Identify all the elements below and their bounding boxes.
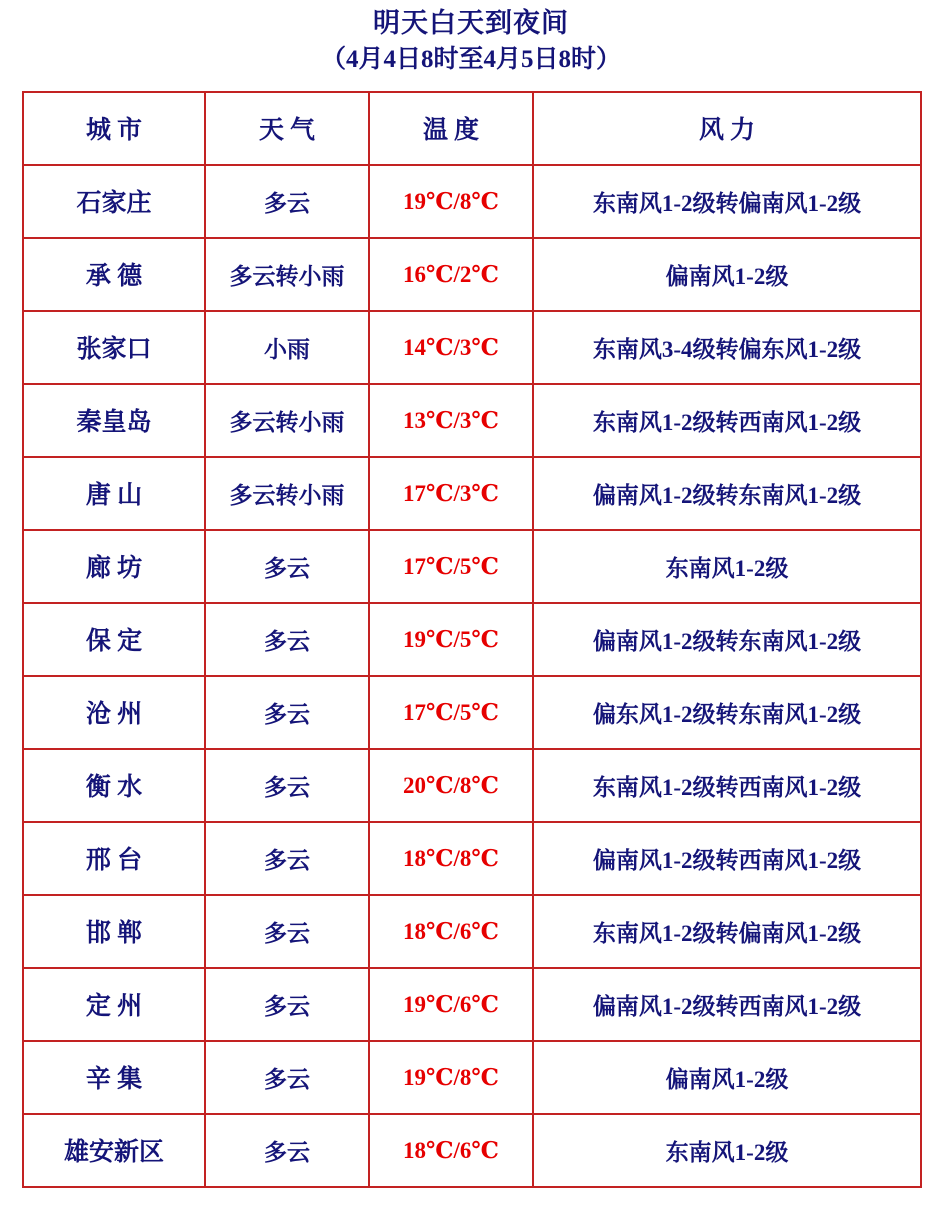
column-header-wind: 风力 <box>533 92 921 165</box>
cell-weather: 多云转小雨 <box>205 457 369 530</box>
table-row <box>23 165 921 238</box>
cell-city: 唐 山 <box>23 457 205 530</box>
title-block <box>0 0 942 77</box>
cell-weather: 多云 <box>205 749 369 822</box>
page-title: 明天白天到夜间 <box>373 8 569 38</box>
cell-temperature: 18℃/6℃ <box>369 895 533 968</box>
cell-wind: 东南风1-2级转西南风1-2级 <box>533 384 921 457</box>
table-row <box>23 603 921 676</box>
cell-wind: 东南风1-2级 <box>533 1114 921 1187</box>
table-row <box>23 822 921 895</box>
cell-weather: 多云 <box>205 676 369 749</box>
cell-city: 邯 郸 <box>23 895 205 968</box>
cell-weather: 多云 <box>205 165 369 238</box>
cell-wind: 东南风1-2级 <box>533 530 921 603</box>
cell-temperature: 19℃/6℃ <box>369 968 533 1041</box>
cell-weather: 多云 <box>205 603 369 676</box>
cell-city: 雄安新区 <box>23 1114 205 1187</box>
table-row <box>23 311 921 384</box>
cell-city: 保 定 <box>23 603 205 676</box>
cell-temperature: 19℃/8℃ <box>369 165 533 238</box>
forecast-table <box>22 91 922 1188</box>
table-row <box>23 676 921 749</box>
cell-city: 辛 集 <box>23 1041 205 1114</box>
cell-temperature: 16℃/2℃ <box>369 238 533 311</box>
table-row <box>23 968 921 1041</box>
cell-city: 廊 坊 <box>23 530 205 603</box>
column-header-city: 城市 <box>23 92 205 165</box>
cell-weather: 多云 <box>205 1114 369 1187</box>
table-row <box>23 457 921 530</box>
cell-temperature: 20℃/8℃ <box>369 749 533 822</box>
cell-city: 衡 水 <box>23 749 205 822</box>
cell-wind: 偏南风1-2级转东南风1-2级 <box>533 457 921 530</box>
cell-wind: 偏南风1-2级转西南风1-2级 <box>533 968 921 1041</box>
cell-temperature: 14℃/3℃ <box>369 311 533 384</box>
table-header <box>23 92 921 165</box>
table-header-row <box>23 92 921 165</box>
cell-wind: 偏南风1-2级转东南风1-2级 <box>533 603 921 676</box>
cell-temperature: 18℃/6℃ <box>369 1114 533 1187</box>
table-body <box>23 165 921 1187</box>
cell-wind: 偏东风1-2级转东南风1-2级 <box>533 676 921 749</box>
table-row <box>23 1041 921 1114</box>
cell-weather: 多云 <box>205 530 369 603</box>
cell-city: 定 州 <box>23 968 205 1041</box>
table-row <box>23 238 921 311</box>
cell-weather: 小雨 <box>205 311 369 384</box>
cell-city: 石家庄 <box>23 165 205 238</box>
cell-city: 秦皇岛 <box>23 384 205 457</box>
column-header-weather: 天气 <box>205 92 369 165</box>
cell-city: 张家口 <box>23 311 205 384</box>
cell-temperature: 13℃/3℃ <box>369 384 533 457</box>
column-header-temperature: 温度 <box>369 92 533 165</box>
cell-wind: 东南风1-2级转偏南风1-2级 <box>533 895 921 968</box>
cell-temperature: 19℃/8℃ <box>369 1041 533 1114</box>
cell-weather: 多云 <box>205 895 369 968</box>
table-row <box>23 749 921 822</box>
cell-weather: 多云转小雨 <box>205 384 369 457</box>
forecast-table-wrapper <box>22 91 920 1188</box>
cell-wind: 偏南风1-2级 <box>533 1041 921 1114</box>
cell-temperature: 18℃/8℃ <box>369 822 533 895</box>
cell-wind: 东南风1-2级转偏南风1-2级 <box>533 165 921 238</box>
cell-wind: 东南风1-2级转西南风1-2级 <box>533 749 921 822</box>
page-subtitle: （4月4日8时至4月5日8时） <box>320 46 621 74</box>
cell-weather: 多云 <box>205 968 369 1041</box>
cell-weather: 多云 <box>205 1041 369 1114</box>
cell-weather: 多云转小雨 <box>205 238 369 311</box>
cell-weather: 多云 <box>205 822 369 895</box>
cell-wind: 偏南风1-2级转西南风1-2级 <box>533 822 921 895</box>
cell-wind: 偏南风1-2级 <box>533 238 921 311</box>
cell-wind: 东南风3-4级转偏东风1-2级 <box>533 311 921 384</box>
table-row <box>23 895 921 968</box>
cell-city: 邢 台 <box>23 822 205 895</box>
cell-temperature: 17℃/5℃ <box>369 530 533 603</box>
table-row <box>23 1114 921 1187</box>
cell-temperature: 17℃/5℃ <box>369 676 533 749</box>
table-row <box>23 530 921 603</box>
cell-temperature: 17℃/3℃ <box>369 457 533 530</box>
cell-city: 沧 州 <box>23 676 205 749</box>
cell-city: 承 德 <box>23 238 205 311</box>
table-row <box>23 384 921 457</box>
cell-temperature: 19℃/5℃ <box>369 603 533 676</box>
